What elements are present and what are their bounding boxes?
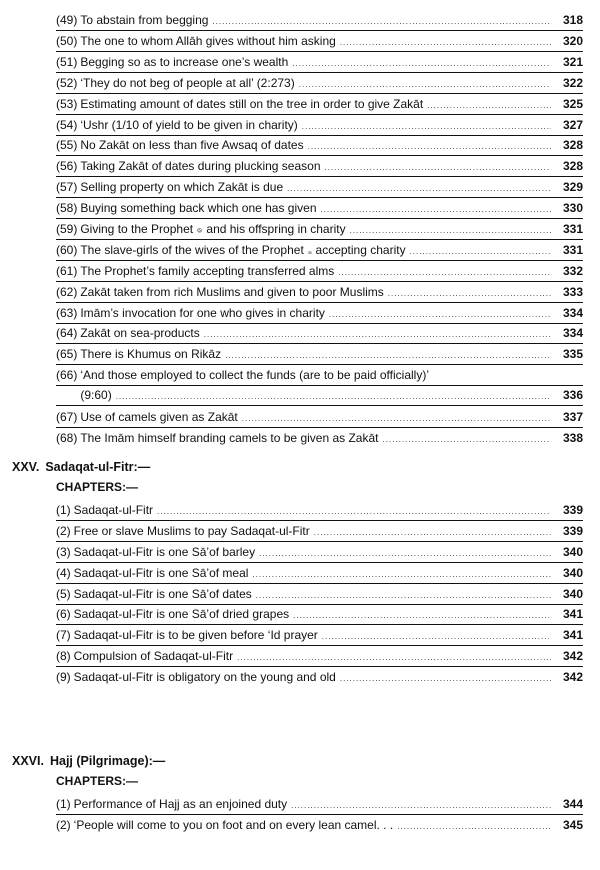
entry-title: Sadaqat-ul-Fitr is one Sā’of dates — [73, 587, 252, 601]
entry-number: (1) — [56, 797, 71, 811]
entry-number: (55) — [56, 138, 78, 152]
page-number: 340 — [562, 587, 583, 601]
dot-leader — [350, 221, 551, 241]
part-title: Sadaqat-ul-Fitr:— — [45, 460, 151, 474]
dot-leader — [338, 263, 551, 283]
entry-title: Sadaqat-ul-Fitr is one Sā’of meal — [73, 566, 249, 580]
dot-leader — [242, 409, 551, 429]
page-number: 337 — [562, 410, 583, 424]
toc-entry — [56, 156, 583, 177]
dot-leader — [237, 648, 551, 668]
entry-title: The Prophet’s family accepting transferred alms — [80, 264, 335, 278]
toc-entry — [56, 365, 583, 386]
toc-entry — [56, 52, 583, 73]
entry-number: (50) — [56, 34, 78, 48]
page-number: 333 — [562, 285, 583, 299]
toc-entry — [56, 261, 583, 282]
dot-leader — [321, 200, 552, 220]
dot-leader — [325, 158, 552, 178]
entry-title: Sadaqat-ul-Fitr is to be given before ‘Id prayer — [73, 628, 318, 642]
toc-entry — [56, 303, 583, 324]
toc-entry — [56, 794, 583, 815]
page-number: 327 — [562, 118, 583, 132]
dot-leader — [299, 75, 551, 95]
dot-leader — [204, 325, 551, 345]
part-numeral: XXV. — [12, 460, 40, 474]
entry-title: Sadaqat-ul-Fitr is one Sā’of dried grapes — [73, 607, 290, 621]
dot-leader — [340, 669, 551, 689]
toc-entry — [56, 563, 583, 584]
chapters-label: CHAPTERS:— — [56, 774, 139, 788]
entry-number: (8) — [56, 649, 71, 663]
dot-leader — [157, 502, 551, 522]
entry-title: Free or slave Muslims to pay Sadaqat-ul-Fitr — [73, 524, 310, 538]
toc-entry — [56, 115, 583, 136]
entry-number: (62) — [56, 285, 78, 299]
entry-number: (56) — [56, 159, 78, 173]
dot-leader — [308, 137, 551, 157]
page-number: 320 — [562, 34, 583, 48]
entry-title: Sadaqat-ul-Fitr is one Sā’of barley — [73, 545, 256, 559]
page-number: 341 — [562, 607, 583, 621]
dot-leader — [388, 284, 551, 304]
toc-entry — [56, 625, 583, 646]
entry-title: No Zakāt on less than five Awsaq of dates — [80, 138, 304, 152]
entry-number: (1) — [56, 503, 71, 517]
entry-number: (58) — [56, 201, 78, 215]
part-title: Hajj (Pilgrimage):— — [49, 754, 166, 768]
toc-entry — [56, 542, 583, 563]
toc-entry — [56, 323, 583, 344]
entry-title: ‘And those employed to collect the funds (are to be paid officially)’ — [80, 368, 429, 382]
entry-title: Compulsion of Sadaqat-ul-Fitr — [73, 649, 234, 663]
entry-title: Zakāt taken from rich Muslims and given to poor Muslims — [80, 285, 384, 299]
page-number: 328 — [562, 138, 583, 152]
page-number: 336 — [562, 388, 583, 402]
entry-number: (52) — [56, 76, 78, 90]
page-number: 342 — [562, 649, 583, 663]
entry-title: The one to whom Allāh gives without him asking — [80, 34, 336, 48]
toc-entry — [56, 240, 583, 261]
dot-leader — [252, 565, 551, 585]
dot-leader — [410, 242, 551, 262]
toc-entry — [56, 198, 583, 219]
dot-leader — [329, 305, 551, 325]
entry-title-continued: and his offspring in charity — [206, 222, 346, 236]
toc-entry — [56, 73, 583, 94]
entry-title: Performance of Hajj as an enjoined duty — [73, 797, 288, 811]
entry-number: (9) — [56, 670, 71, 684]
page-number: 339 — [562, 503, 583, 517]
part-heading — [12, 752, 165, 770]
page-number: 330 — [562, 201, 583, 215]
entry-title: Begging so as to increase one’s wealth — [80, 55, 289, 69]
dot-leader — [302, 117, 551, 137]
entry-number: (67) — [56, 410, 78, 424]
toc-entry — [56, 282, 583, 303]
dot-leader — [340, 33, 551, 53]
page-number: 325 — [562, 97, 583, 111]
toc-entry — [56, 135, 583, 156]
entry-title: The slave-girls of the wives of the Prophet — [80, 243, 304, 257]
entry-number: (7) — [56, 628, 71, 642]
dot-leader — [382, 430, 551, 450]
entry-title: Sadaqat-ul-Fitr is obligatory on the young and old — [73, 670, 336, 684]
page-number: 331 — [562, 243, 583, 257]
page-number: 345 — [562, 818, 583, 832]
entry-title: ‘People will come to you on foot and on every lean camel. . . — [73, 818, 394, 832]
entry-title: Selling property on which Zakāt is due — [80, 180, 284, 194]
entry-number: (59) — [56, 222, 78, 236]
page-number: 334 — [562, 326, 583, 340]
entry-number: (4) — [56, 566, 71, 580]
toc-entry — [56, 31, 583, 52]
dot-leader — [116, 387, 551, 407]
dot-leader — [292, 54, 551, 74]
part-numeral: XXVI. — [12, 754, 44, 768]
toc-entry — [56, 500, 583, 521]
toc-entry — [56, 604, 583, 625]
page-number: 322 — [562, 76, 583, 90]
dot-leader — [212, 12, 551, 32]
entry-number: (63) — [56, 306, 78, 320]
page-number: 338 — [562, 431, 583, 445]
entry-number: (2) — [56, 818, 71, 832]
page-number: 318 — [562, 13, 583, 27]
dot-leader — [287, 179, 551, 199]
entry-number: (68) — [56, 431, 78, 445]
page-number: 340 — [562, 566, 583, 580]
page-number: 321 — [562, 55, 583, 69]
entry-title: Use of camels given as Zakāt — [80, 410, 238, 424]
entry-title: Sadaqat-ul-Fitr — [73, 503, 154, 517]
toc-entry — [56, 219, 583, 240]
dot-leader — [314, 523, 551, 543]
toc-entry — [56, 177, 583, 198]
entry-number: (51) — [56, 55, 78, 69]
entry-title: Estimating amount of dates still on the tree in order to give Zakāt — [80, 97, 424, 111]
page-number: 340 — [562, 545, 583, 559]
dot-leader — [293, 606, 551, 626]
dot-leader — [397, 817, 551, 837]
salutation-symbol-icon — [308, 240, 312, 255]
entry-number: (2) — [56, 524, 71, 538]
entry-number: (66) — [56, 368, 78, 382]
entry-title: The Imām himself branding camels to be given as Zakāt — [80, 431, 379, 445]
page-number: 344 — [562, 797, 583, 811]
dot-leader — [256, 586, 551, 606]
page-number: 335 — [562, 347, 583, 361]
entry-title: To abstain from begging — [80, 13, 209, 27]
entry-title-continued: accepting charity — [315, 243, 406, 257]
toc-entry — [56, 667, 583, 687]
entry-number: (65) — [56, 347, 78, 361]
entry-number: (54) — [56, 118, 78, 132]
entry-number: (64) — [56, 326, 78, 340]
toc-entry — [56, 646, 583, 667]
entry-number: (3) — [56, 545, 71, 559]
entry-number: (53) — [56, 97, 78, 111]
dot-leader — [427, 96, 551, 116]
entry-title: ‘They do not beg of people at all’ (2:273) — [80, 76, 295, 90]
page-number: 332 — [562, 264, 583, 278]
entry-number: (61) — [56, 264, 78, 278]
toc-entry — [56, 521, 583, 542]
page-number: 342 — [562, 670, 583, 684]
entry-title: Buying something back which one has given — [80, 201, 317, 215]
entry-number: (60) — [56, 243, 78, 257]
entry-title: There is Khumus on Rikāz — [80, 347, 222, 361]
toc-entry — [56, 344, 583, 365]
toc-entry-continuation — [56, 385, 583, 406]
toc-entry — [56, 407, 583, 428]
chapters-label: CHAPTERS:— — [56, 480, 139, 494]
toc-entry — [56, 10, 583, 31]
entry-title: ‘Ushr (1/10 of yield to be given in charity) — [80, 118, 298, 132]
entry-title-continued: (9:60) — [80, 388, 112, 402]
entry-number: (57) — [56, 180, 78, 194]
page-number: 328 — [562, 159, 583, 173]
dot-leader — [259, 544, 551, 564]
page-number: 334 — [562, 306, 583, 320]
toc-entry — [56, 815, 583, 835]
entry-number: (5) — [56, 587, 71, 601]
salutation-symbol-icon — [197, 219, 202, 234]
entry-number: (6) — [56, 607, 71, 621]
page-number: 329 — [562, 180, 583, 194]
toc-entry — [56, 428, 583, 448]
entry-title: Imām’s invocation for one who gives in charity — [80, 306, 325, 320]
entry-title: Taking Zakāt of dates during plucking season — [80, 159, 321, 173]
toc-entry — [56, 584, 583, 605]
entry-title: Giving to the Prophet — [80, 222, 194, 236]
toc-entry — [56, 94, 583, 115]
entry-number: (49) — [56, 13, 78, 27]
entry-title: Zakāt on sea-products — [80, 326, 200, 340]
part-heading — [12, 458, 150, 476]
page-number: 331 — [562, 222, 583, 236]
dot-leader — [225, 346, 551, 366]
page-number: 341 — [562, 628, 583, 642]
dot-leader — [322, 627, 551, 647]
dot-leader — [291, 796, 551, 816]
page-number: 339 — [562, 524, 583, 538]
